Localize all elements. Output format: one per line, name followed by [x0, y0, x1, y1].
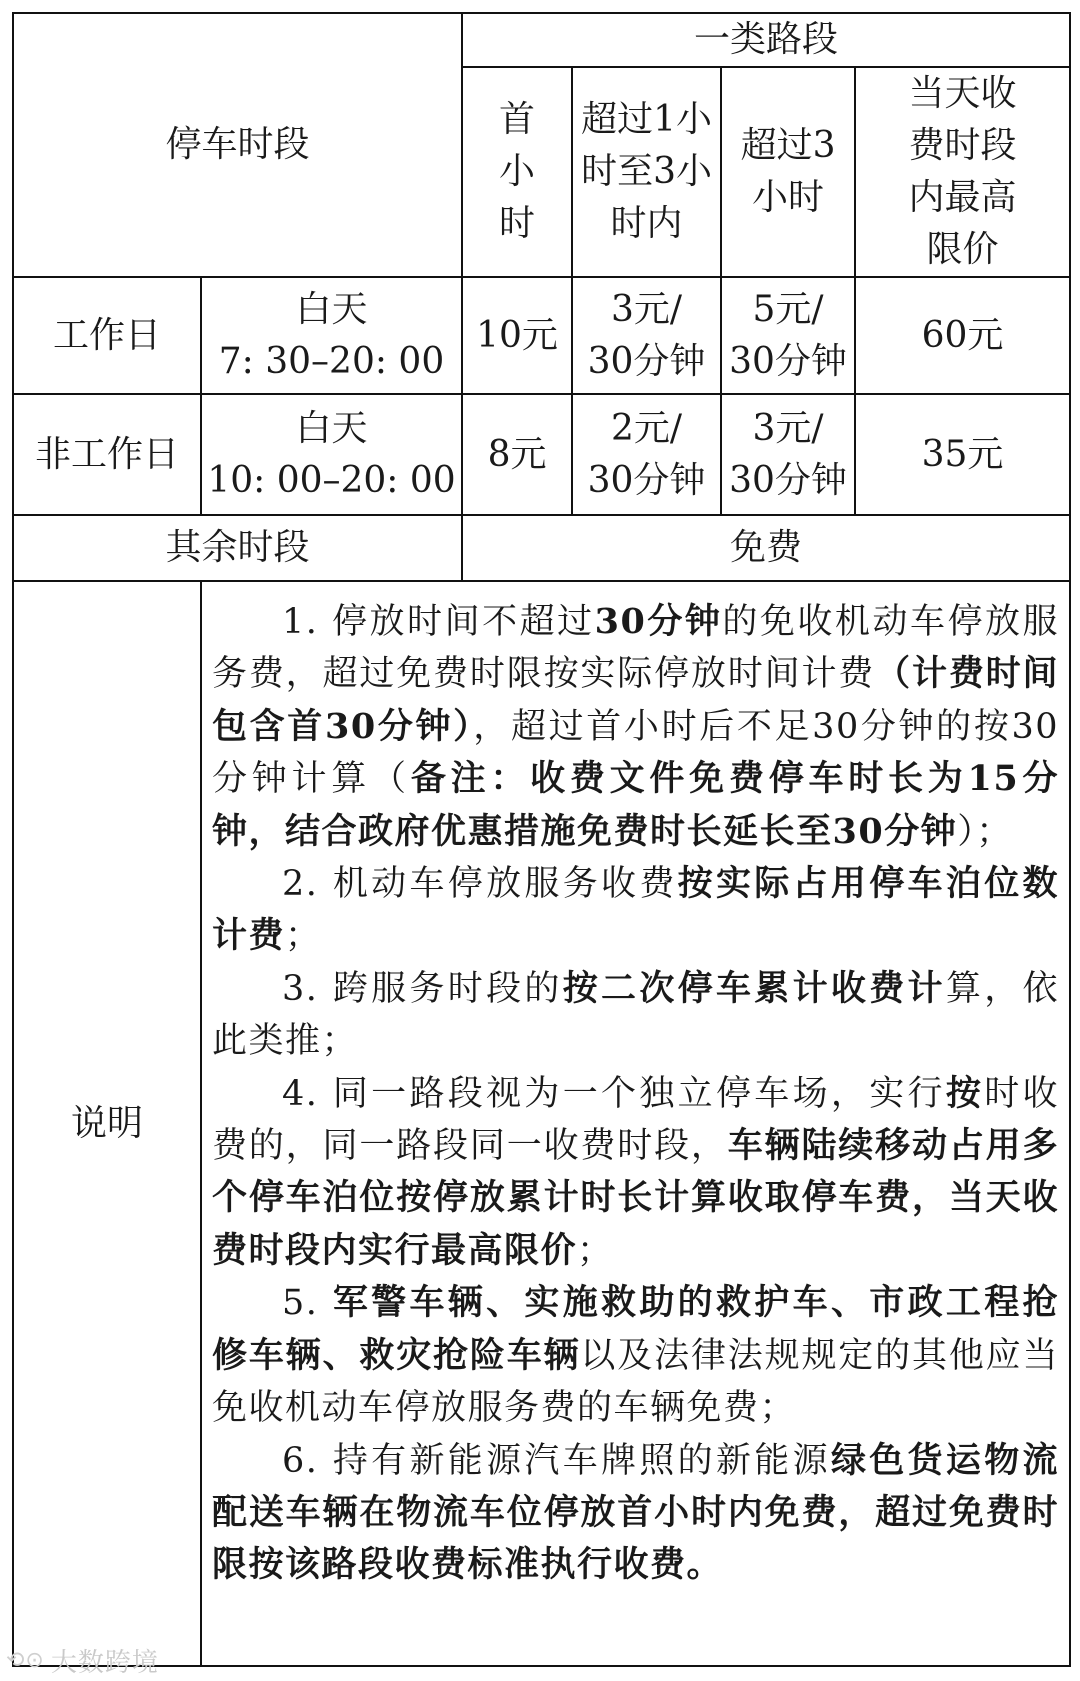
note-text: 2. 机动车停放服务收费 [282, 864, 678, 905]
row-non-workday-over-3 [721, 394, 855, 515]
parking-fee-table [12, 12, 1071, 1667]
header-time-period-label: 停车时段 [165, 124, 310, 165]
note-text: ）； [957, 811, 1013, 852]
header-over-3-hours [721, 67, 855, 277]
note-emphasis: 军警车辆、实施救助的救护车、市政工程抢修车辆、救灾抢险车辆 [212, 1282, 1060, 1376]
table-row-other-periods [13, 515, 1070, 581]
over-3-hours-fee: 3元/ 30分钟 [729, 407, 847, 501]
note-text: 1. 停放时间不超过 [282, 602, 595, 642]
other-periods-label: 其余时段 [165, 527, 310, 568]
table-row-notes [13, 581, 1070, 1666]
note-emphasis: 按 [945, 1072, 985, 1114]
watermark-text: 大数跨境 [50, 1648, 159, 1678]
row-workday-cap [855, 277, 1070, 394]
note-text: 以及法律法规规定的其他应当免收机动车停放服务费的车辆免费； [212, 1335, 1060, 1429]
note-text: 算，依此类推； [212, 968, 1060, 1062]
note-emphasis: 按实际占用停车泊位数计费 [212, 863, 1060, 957]
notes-label: 说明 [70, 1102, 143, 1144]
row-workday-period [201, 277, 462, 394]
hours-1-to-3-fee: 2元/ 30分钟 [587, 407, 706, 501]
note-emphasis: 车辆陆续移动占用多个停车泊位按停放累计时长计算收取停车费，当天收费时段内实行最高限价 [212, 1125, 1060, 1271]
first-hour-fee: 8元 [487, 433, 547, 475]
note-text: ，超过首小时后不足30分钟的按30分钟计算（ [212, 706, 1060, 800]
note-item-3 [212, 963, 1059, 1068]
table-row-non-workday [13, 394, 1070, 515]
row-non-workday-1-to-3 [572, 394, 721, 515]
header-road-class [462, 13, 1070, 67]
header-first-hour-label: 首 小 时 [499, 99, 536, 244]
daily-cap-fee: 60元 [921, 314, 1004, 356]
header-1-to-3-hours-label: 超过1小 时至3小 时内 [581, 99, 712, 244]
hours-1-to-3-fee: 3元/ 30分钟 [587, 288, 706, 382]
note-emphasis: 备注：收费文件免费停车时长为15分钟，结合政府优惠措施免费时长延长至30分钟 [212, 758, 1060, 852]
row-non-workday-type [13, 394, 201, 515]
notes-label-cell [13, 581, 201, 1666]
over-3-hours-fee: 5元/ 30分钟 [729, 288, 847, 382]
table-row-workday [13, 277, 1070, 394]
note-text: ； [285, 916, 322, 957]
note-emphasis: 绿色货运物流配送车辆在物流车位停放首小时内免费，超过免费时限按该路段收费标准执行收费。 [212, 1439, 1060, 1586]
header-daily-cap-label: 当天收 费时段 内最高 限价 [908, 73, 1017, 270]
row-workday-type [13, 277, 201, 394]
note-item-2 [212, 858, 1059, 963]
note-emphasis: 30分钟 [594, 601, 723, 642]
daily-cap-fee: 35元 [921, 433, 1004, 475]
first-hour-fee: 10元 [476, 314, 558, 356]
note-text: 5. [282, 1283, 333, 1324]
note-text: ； [577, 1230, 614, 1271]
other-periods-label-cell [13, 515, 462, 581]
header-time-period [13, 13, 462, 277]
note-text: 的免收机动车停放服务费，超过免费时限按实际停放时间计费 [212, 602, 1060, 695]
notes-content [201, 581, 1070, 1666]
note-item-1 [212, 596, 1059, 858]
note-item-4 [212, 1068, 1059, 1278]
row-non-workday-period [201, 394, 462, 515]
row-workday-first-hour [462, 277, 572, 394]
header-over-3-hours-label: 超过3 小时 [740, 125, 836, 218]
header-first-hour [462, 67, 572, 277]
row-workday-1-to-3 [572, 277, 721, 394]
note-text: 时收费的，同一路段同一收费时段， [212, 1073, 1060, 1167]
day-type: 非工作日 [34, 433, 179, 475]
header-1-to-3-hours [572, 67, 721, 277]
other-periods-value-cell [462, 515, 1070, 581]
header-daily-cap [855, 67, 1070, 277]
day-type: 工作日 [52, 314, 161, 356]
period-time: 白天 7: 30–20: 00 [218, 288, 445, 382]
note-item-5 [212, 1277, 1059, 1434]
note-text: 4. 同一路段视为一个独立停车场，实行 [282, 1073, 946, 1114]
notes-list [212, 596, 1059, 1592]
note-text: 3. 跨服务时段的 [282, 968, 563, 1009]
note-emphasis: 按二次停车累计收费计 [562, 967, 946, 1009]
row-non-workday-first-hour [462, 394, 572, 515]
note-text: 6. 持有新能源汽车牌照的新能源 [282, 1440, 831, 1481]
brand-logo-icon: ⟲⊙ [6, 1648, 45, 1673]
period-time: 白天 10: 00–20: 00 [207, 407, 456, 501]
note-item-6 [212, 1435, 1059, 1592]
note-emphasis: （计费时间包含首30分钟） [212, 653, 1060, 747]
header-road-class-label: 一类路段 [694, 19, 839, 60]
row-non-workday-cap [855, 394, 1070, 515]
other-periods-value: 免费 [730, 527, 803, 568]
row-workday-over-3 [721, 277, 855, 394]
watermark [6, 1642, 159, 1679]
